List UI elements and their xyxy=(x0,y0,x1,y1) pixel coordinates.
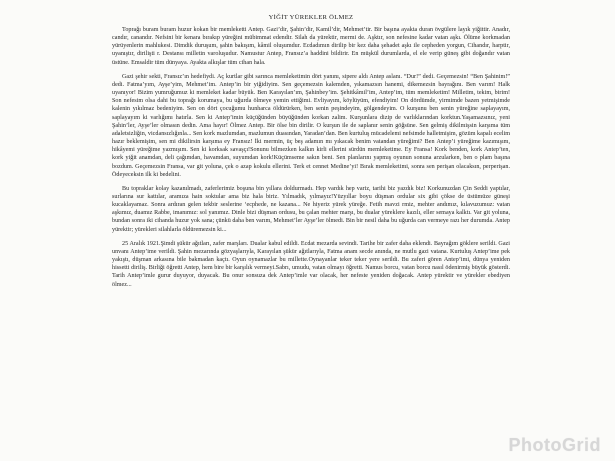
paragraph-4: 25 Aralık 1921.Şimdi şükür ağıtları, zafer marşları. Dualar kabul edildi. Ecdat mezarda sevindi. Tarihe bir zafer daha eklendi. Bayrağım göklere serildi. Gazi unvanı Antep’ime verildi. Şahin mezarında gözyaşlarıyla, Karayılan şükür ağıtlarıyla, Fatma anam secde anında, ne mutlu gazi vatana. Kurtuluş Antep’ime pek yakıştı, düşman arkasına bile bakmadan kaçtı. Oyun oynamazlar bu millette.Oynayanlar teker teker yere serildi. Bu zaferi gören Antep’imi, dünya yeniden hissetti diriliş. Birliği öğretti Antep, hem bire bir karşılık vermeyi.Sabrı, umudu, vatan olmayı öğretti. Namus borcu, vatan borcu nasıl ödenirmiş büyük gösterdi. Tarih Antep’imle gurur duyuyor, duyacak. Bu onur sonsuza dek Antep’imle var olacak, her nefeste yeniden doğacak. Antep yürektir ve yürekler ebediyen ölmez... xyxy=(112,240,510,288)
essay-body xyxy=(112,14,510,294)
photogrid-watermark: PhotoGrid xyxy=(508,435,601,455)
paragraph-1: Toprağı buram buram huzur kokan bir memleketti Antep. Gazi’dir, Şahin’dir, Kamil’dir, Mehmet’tir. Bir başına ayakta duran övgülere layık yiğittir. Anadır, candır, canandır. Nefsini bir kenara bırakıp yüreğini mübimmat edendir. Silah da yürektir, mermi de. Aşktır, son nefesine kadar vatan aşkı. Ölüme korkmadan yürüyenlerin mahlukesi. Dimdik duruşum, şahin bakışım, kâmil oluşumdur. Ecdadımın dirilip bir kez daha şehadet aşkı ile cepheden yorgun, Cihandır, harptir, uyanıştır, dirilişti r. Destansı milletin varoluşudur. Namustur Antep, Fransız’a haddini bildirir. En müşkül durumlarda, el ele verip güneş gibi doğandır vatan üstüne. Emsaldir tüm dünyaya. Ayakta alkışlar tüm cihan hala. xyxy=(112,27,510,66)
essay-title: YİĞİT YÜREKLER ÖLMEZ xyxy=(268,14,354,21)
paragraph-3: Bu topraklar kolay kazanılmadı, zaferlerimiz boşuna bin yıllara doldurmadı. Hep vardık hep variz, tarihi biz yazdık biz! Korkunuzdan Çin Seddi yaptılar, surlarına sur kattılar, aramıza hain soktular ama biz hala biriz. Yılmadık, yılmayız!Yüzyıllar boyu düşman ordular six gibi çökse de üstümüze güneşi kucaklayamaz. Sonra ardıran gelen tekbir seslerine ‘ecphede, ne kazana... Ne hiyeriz yürek yüreğe. Fetih mavzi rmiz, mehter andımız, kılavuzumuz: vatan aşkımız, duamız Rabbe, imanımız: sol yanımız. Dinle bizi düşman ordusu, bu çalan mehter marşı, bu dualar yüreklere kazılı, eller semaya kalktı. Var git yoluna, bundan sonra iki cihanda huzur yok sana; çünkü daha ben varım, Mehmet’ler Ayşe’ler ölmedi. Bin bir nesil daha bu uğurda can vermeye razı her durumda. Antep yürektir; yürekleri silahlarla öldüremezsin ki... xyxy=(112,185,510,233)
paragraph-2: Gazi şehir sekti, Fransız’ın hedefiydi. Aç kurtlar gibi sarınca memleketimin dört yanını, sipere aldı Antep aslanı. “Dur!” dedi. Geçemezsin! “Ben Şahinim!” dedi. Fatma’yım, Ayşe’yim, Mehmet’im. Antep’in bir yiğidiyim. Sen geçemezsin kalemden, yıkamazsın hanemi, dikemezsin bayrağını. Ben varım! Halk uyanıyor! Bizim yumruğumuz ki memleket kadar büyük. Ben Karayılan’ım, Şahinbey’im. Şehitkâmil’im, Antep’im, tüm memleketim! Milletim, tekim, birim! Son nefesim olsa dahi bu toprağı korumaya, bu uğurda ölmeye yemin ettiğimi. Evliyayım, köylüyüm, efendiyim! On dördümde, yirmimde bazen yetmişimde kalenin yıkılmaz bedeniyim. Sen on dört çocuğumu hunharca öldürürken, ben senin peşindeyim, gölgendeyim. O kurşunu ben senin yüreğine saplayayım, saplayayım ki varlığımı hatırla. Sen ki Antep’imin küçüğünden büyüğünden korkan zalim. Kurşunlara dizip de varlıklarından korktun.Yaşamazsınız, yeni Şahin’ler, Ayşe’ler olmasın dedin. Ama hayır! Ölmez Antep. Bir ölse bin dirilir. O kurşun ile de saplanır senin göğsüne. Sen gelmiş dikilmişsin karşıma tüm adaletsizliğin, vicdansızlığınla... Sen kork mazlumdan, mazlumun duasından, Yaradan’dan. Ben kurtuluş mücadelemi nefsimde halletmişim, gözüm kapalı ecelim hazır beklemişim, sen mi dikilirsin karşıma ey Fransız! İki mermin, üç beş adamın mı yıkacak benim vatandan yüreğimi? Ben Antep’i yüreğime kazımışım, hikâyemi yüreğime yazmışım. Sen ki korksak savaşçı!Sonunu bilmezken kalkın kirli ellerini sürdün memleketime. Ey Fransa! Kork benden, kork Antep’ten, kork yiğit anamdan, deli çağımdan, havamdan, suyumdan kork!Küçümseme sakın beni. Sen planlarını yapmış oyunun sonuna arzularken, ben o plam başına bozdum. Geçemezsin Fransa, var git yoluna, çek o azap kokulu ellerini. Terk et cennet Medine’yi! Bırak memleketimi, sonra sen perişan olacaksın, perperişan. Ödeyeceksin ilk ki bedelini. xyxy=(112,73,510,178)
